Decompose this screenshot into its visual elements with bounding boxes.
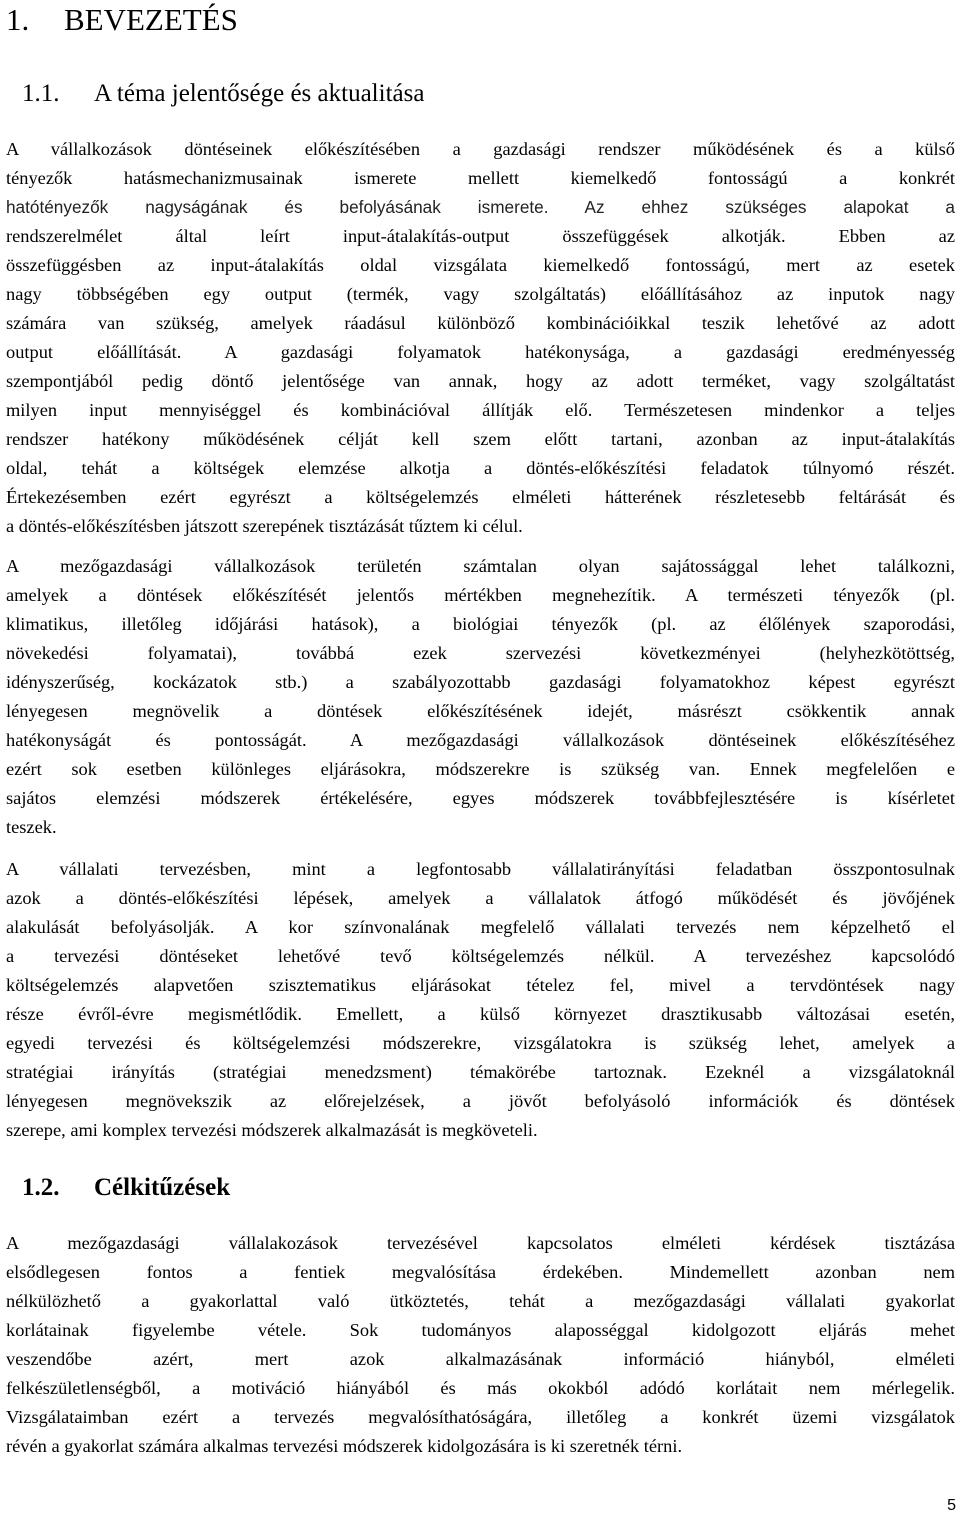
paragraph-4 bbox=[6, 1229, 955, 1461]
text-line: elsődlegesen fontos a fentiek megvalósítása érdekében. Mindemellett azonban nem bbox=[6, 1262, 955, 1282]
text-line: költségelemzés alapvetően szisztematikus eljárásokat tételez fel, mivel a tervdöntések nagy bbox=[6, 975, 955, 995]
text-line: amelyek a döntések előkészítését jelentős mértékben megnehezítik. A természeti tényezők (pl. bbox=[6, 585, 955, 605]
text-line: milyen input mennyiséggel és kombinációval állítják elő. Természetesen mindenkor a teljes bbox=[6, 400, 955, 420]
chapter-title: BEVEZETÉS bbox=[64, 2, 238, 37]
text-line: A vállalati tervezésben, mint a legfontosabb vállalatirányítási feladatban összpontosulnak bbox=[6, 859, 955, 879]
text-line: azok a döntés-előkészítési lépések, amelyek a vállalatok átfogó működését és jövőjének bbox=[6, 888, 955, 908]
paragraph-1 bbox=[6, 135, 955, 541]
paragraph-3 bbox=[6, 855, 955, 1145]
text-line: veszendőbe azért, mert azok alkalmazásának információ hiányból, elméleti bbox=[6, 1349, 955, 1369]
page-number: 5 bbox=[947, 1497, 956, 1514]
text-line: számára van szükség, amelyek ráadásul különböző kombinációikkal teszik lehetővé az adott bbox=[6, 313, 955, 333]
text-line: alakulását befolyásolják. A kor színvonalának megfelelő vállalati tervezés nem képzelhető el bbox=[6, 917, 955, 937]
text-line: egyedi tervezési és költségelemzési módszerekre, vizsgálatokra is szükség lehet, amelyek a bbox=[6, 1033, 955, 1053]
text-line: tényezők hatásmechanizmusainak ismerete mellett kiemelkedő fontosságú a konkrét bbox=[6, 168, 955, 188]
text-line: révén a gyakorlat számára alkalmas tervezési módszerek kidolgozására is ki szeretnék térni. bbox=[6, 1436, 683, 1456]
text-line: része évről-évre megismétlődik. Emellett, a külső környezet drasztikusabb változásai esetén, bbox=[6, 1004, 955, 1024]
text-line: korlátainak figyelembe vétele. Sok tudományos alaposséggal kidolgozott eljárás mehet bbox=[6, 1320, 955, 1340]
section-number: 1.2. bbox=[22, 1174, 60, 1201]
text-line: hatótényezők nagyságának és befolyásának ismerete. Az ehhez szükséges alapokat a bbox=[6, 197, 955, 217]
text-line: lényegesen megnövekszik az előrejelzések, a jövőt befolyásoló információk és döntések bbox=[6, 1091, 955, 1111]
text-line: idényszerűség, kockázatok stb.) a szabályozottabb gazdasági folyamatokhoz képest egyrészt bbox=[6, 672, 955, 692]
section-heading-1-1 bbox=[22, 78, 424, 110]
text-line: klimatikus, illetőleg időjárási hatások), a biológiai tényezők (pl. az élőlények szaporodási, bbox=[6, 614, 955, 634]
section-number: 1.1. bbox=[22, 80, 60, 107]
text-line: oldal, tehát a költségek elemzése alkotja a döntés-előkészítési feladatok túlnyomó részét. bbox=[6, 458, 955, 478]
chapter-heading bbox=[6, 0, 238, 40]
text-line: A mezőgazdasági vállalakozások tervezésével kapcsolatos elméleti kérdések tisztázása bbox=[6, 1233, 955, 1253]
chapter-number: 1. bbox=[6, 2, 30, 37]
text-line: növekedési folyamatai), továbbá ezek szervezési következményei (helyhezkötöttség, bbox=[6, 643, 955, 663]
text-line: nélkülözhető a gyakorlattal való ütköztetés, tehát a mezőgazdasági vállalati gyakorlat bbox=[6, 1291, 955, 1311]
text-line: ezért sok esetben különleges eljárásokra, módszerekre is szükség van. Ennek megfelelően e bbox=[6, 759, 955, 779]
text-line: szerepe, ami komplex tervezési módszerek alkalmazását is megköveteli. bbox=[6, 1120, 538, 1140]
text-line: szempontjából pedig döntő jelentősége van annak, hogy az adott terméket, vagy szolgáltatást bbox=[6, 371, 955, 391]
text-line: stratégiai irányítás (stratégiai menedzsment) témakörébe tartoznak. Ezeknél a vizsgálatoknál bbox=[6, 1062, 955, 1082]
section-heading-1-2 bbox=[22, 1172, 230, 1204]
text-line: nagy többségében egy output (termék, vagy szolgáltatás) előállításához az inputok nagy bbox=[6, 284, 955, 304]
text-line: a tervezési döntéseket lehetővé tevő költségelemzés nélkül. A tervezéshez kapcsolódó bbox=[6, 946, 955, 966]
text-line: hatékonyságát és pontosságát. A mezőgazdasági vállalkozások döntéseinek előkészítéséhez bbox=[6, 730, 955, 750]
text-line: felkészületlenségből, a motiváció hiányából és más okokból adódó korlátait nem mérlegelik. bbox=[6, 1378, 955, 1398]
section-title: A téma jelentősége és aktualitása bbox=[94, 80, 425, 107]
text-line: Értekezésemben ezért egyrészt a költségelemzés elméleti hátterének részletesebb feltárását és bbox=[6, 487, 955, 507]
text-line: rendszer hatékony működésének célját kell szem előtt tartani, azonban az input-átalakítás bbox=[6, 429, 955, 449]
text-line: sajátos elemzési módszerek értékelésére, egyes módszerek továbbfejlesztésére is kísérletet bbox=[6, 788, 955, 808]
text-line: output előállítását. A gazdasági folyamatok hatékonysága, a gazdasági eredményesség bbox=[6, 342, 955, 362]
text-line: teszek. bbox=[6, 817, 57, 837]
text-line: A vállalkozások döntéseinek előkészítésében a gazdasági rendszer működésének és a külső bbox=[6, 139, 955, 159]
text-line: összefüggésben az input-átalakítás oldal vizsgálata kiemelkedő fontosságú, mert az esetek bbox=[6, 255, 955, 275]
text-line: a döntés-előkészítésben játszott szerepének tisztázását tűztem ki célul. bbox=[6, 516, 523, 536]
text-line: rendszerelmélet által leírt input-átalakítás-output összefüggések alkotják. Ebben az bbox=[6, 226, 955, 246]
paragraph-2 bbox=[6, 552, 955, 842]
text-line: Vizsgálataimban ezért a tervezés megvalósíthatóságára, illetőleg a konkrét üzemi vizsgálatok bbox=[6, 1407, 955, 1427]
text-line: lényegesen megnövelik a döntések előkészítésének idejét, másrészt csökkentik annak bbox=[6, 701, 955, 721]
text-line: A mezőgazdasági vállalkozások területén számtalan olyan sajátossággal lehet találkozni, bbox=[6, 556, 955, 576]
section-title: Célkitűzések bbox=[94, 1174, 231, 1201]
